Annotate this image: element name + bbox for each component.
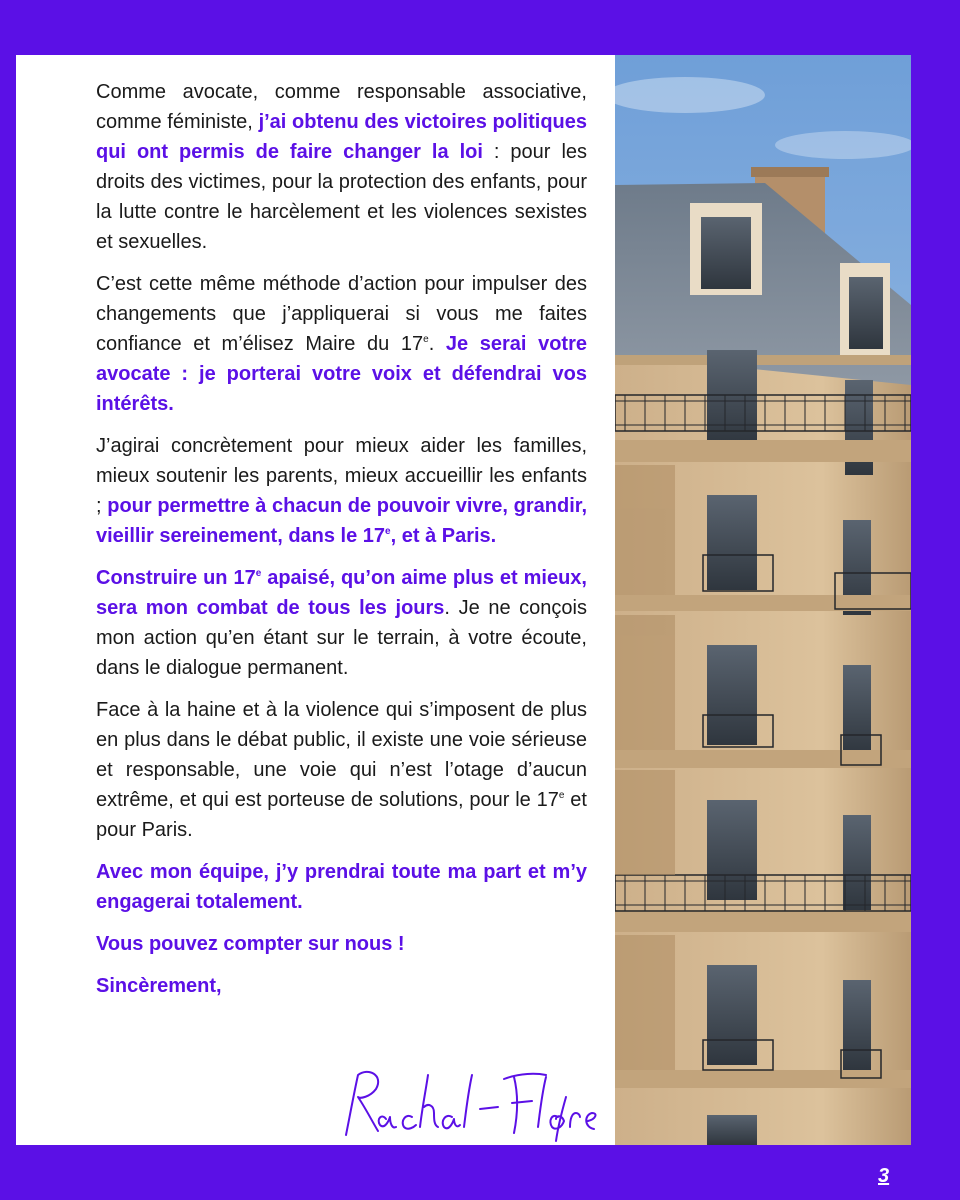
ordinal-suffix: e xyxy=(255,568,262,579)
letter-page xyxy=(16,55,911,1145)
paragraph-1-text-end: : pour les droits des victimes, pour la protection des enfants, pour la lutte contre le harcèlement et les violences sexistes et sexuelles. xyxy=(96,141,588,253)
paragraph-2-text: C’est cette même méthode d’action pour impulser des changements que j’appliquerai si vous me faites confiance et m’élisez Maire du 17 xyxy=(96,273,587,355)
paragraph-2-highlight: Je serai votre avocate : je porterai votre voix et défendrai vos intérêts. xyxy=(96,333,587,415)
closing-salutation: Sincèrement, xyxy=(96,975,222,997)
paragraph-5-text: Face à la haine et à la violence qui s’imposent de plus en plus dans le débat public, il existe une voie sérieuse et responsable, une voie qui n’est l’otage d’aucun extrême, et qui est porteuse de solutions, pour le 17 xyxy=(96,699,587,811)
letter-body xyxy=(96,77,587,1013)
parisian-building-illustration xyxy=(615,55,911,1145)
paragraph-5 xyxy=(96,695,587,845)
building-photo xyxy=(615,55,911,1145)
paragraph-2 xyxy=(96,269,587,419)
paragraph-2-punct: . xyxy=(428,333,446,355)
handwritten-signature xyxy=(328,1057,608,1145)
paragraph-5-text-end: et pour Paris. xyxy=(96,789,587,841)
paragraph-1-highlight: j’ai obtenu des victoires politiques qui ont permis de faire changer la loi xyxy=(96,111,587,163)
paragraph-3-highlight-end: , et à Paris. xyxy=(390,525,497,547)
paragraph-1 xyxy=(96,77,587,257)
paragraph-7: Vous pouvez compter sur nous ! xyxy=(96,933,405,955)
paragraph-4-highlight: Construire un 17 xyxy=(96,567,256,589)
paragraph-3-highlight: pour permettre à chacun de pouvoir vivre, grandir, vieillir sereinement, dans le 17 xyxy=(96,495,587,547)
paragraph-4-highlight-end: apaisé, qu’on aime plus et mieux, sera mon combat de tous les jours xyxy=(96,567,587,619)
paragraph-4-text: . Je ne conçois mon action qu’en étant sur le terrain, à votre écoute, dans le dialogue permanent. xyxy=(96,597,587,679)
paragraph-3-text: J’agirai concrètement pour mieux aider les familles, mieux soutenir les parents, mieux accueillir les enfants ; xyxy=(96,435,587,517)
ordinal-suffix: e xyxy=(423,334,429,345)
ordinal-suffix: e xyxy=(385,526,391,537)
ordinal-suffix: e xyxy=(558,790,565,801)
page-number: 3 xyxy=(878,1165,890,1187)
paragraph-3 xyxy=(96,431,587,551)
paragraph-4 xyxy=(96,563,587,683)
paragraph-1-text: Comme avocate, comme responsable associative, comme féministe, xyxy=(96,81,587,133)
paragraph-6: Avec mon équipe, j’y prendrai toute ma part et m’y engagerai totalement. xyxy=(96,861,587,913)
